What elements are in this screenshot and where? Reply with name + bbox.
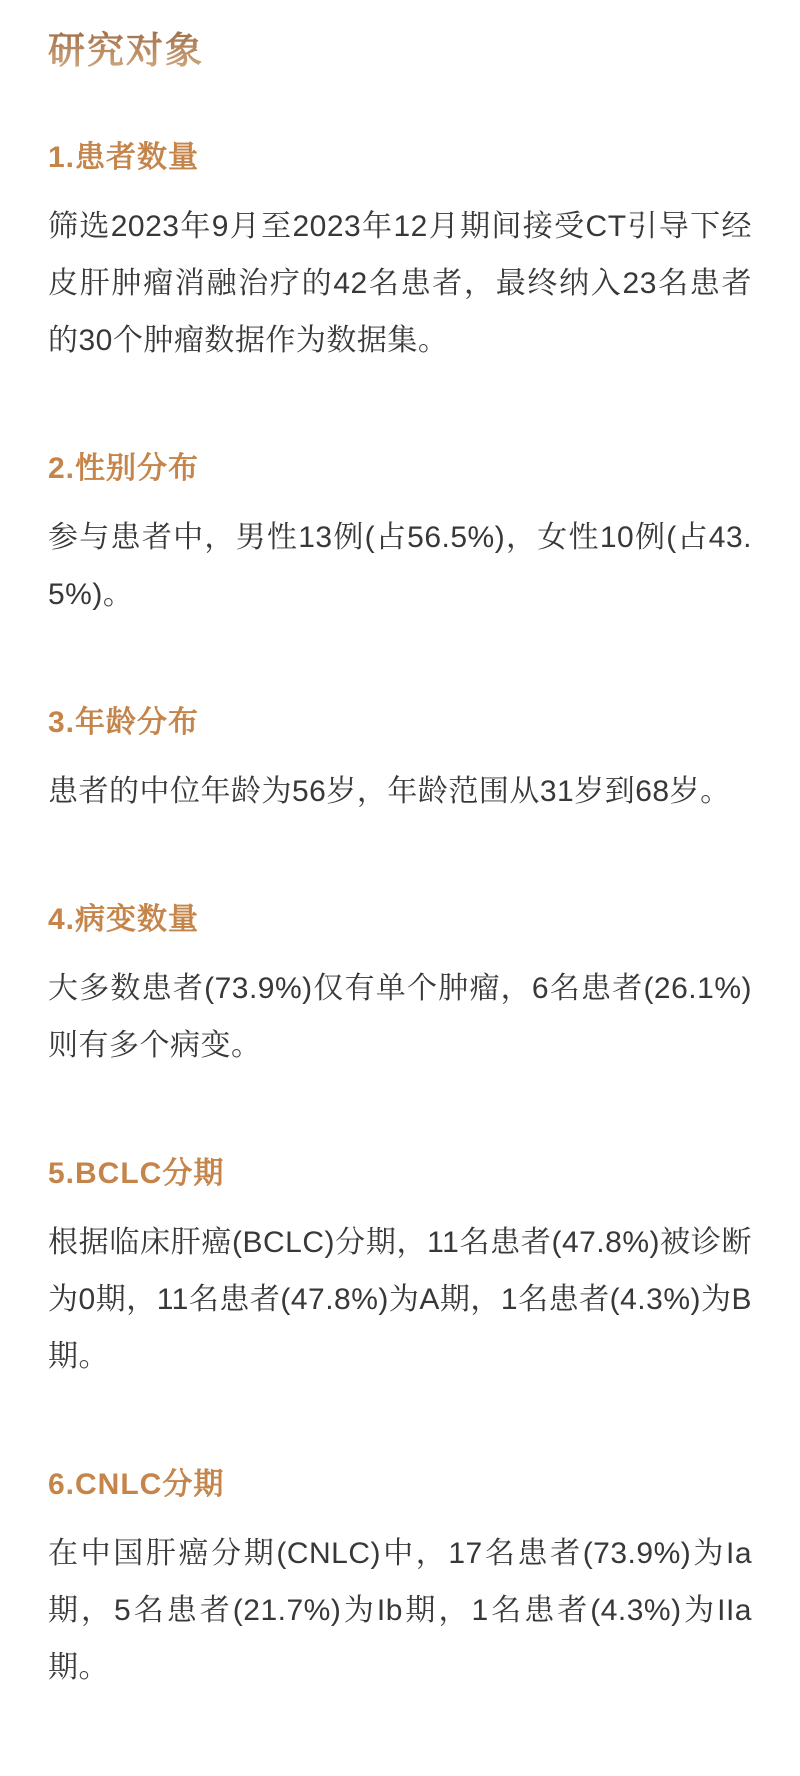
- section-body-patient-count: 筛选2023年9月至2023年12月期间接受CT引导下经皮肝肿瘤消融治疗的42名患者，最终纳入23名患者的30个肿瘤数据作为数据集。: [48, 210, 752, 357]
- section-cnlc-staging: [48, 1467, 752, 1696]
- section-heading-lesion-count: 4.病变数量: [48, 903, 200, 936]
- section-heading-cnlc-staging: 6.CNLC分期: [48, 1468, 225, 1501]
- section-bclc-staging: [48, 1156, 752, 1385]
- section-body-gender-distribution: 参与患者中，男性13例(占56.5%)，女性10例(占43.5%)。: [48, 521, 752, 611]
- title-row: [48, 30, 752, 74]
- section-body-lesion-count: 大多数患者(73.9%)仅有单个肿瘤，6名患者(26.1%)则有多个病变。: [48, 972, 752, 1062]
- section-patient-count: [48, 140, 752, 369]
- section-body-age-distribution: 患者的中位年龄为56岁，年龄范围从31岁到68岁。: [48, 775, 731, 808]
- section-gender-distribution: [48, 451, 752, 623]
- section-heading-gender-distribution: 2.性别分布: [48, 452, 200, 485]
- section-body-bclc-staging: 根据临床肝癌(BCLC)分期，11名患者(47.8%)被诊断为0期，11名患者(47.8%)为A期，1名患者(4.3%)为B期。: [48, 1226, 752, 1373]
- section-heading-age-distribution: 3.年龄分布: [48, 706, 200, 739]
- page-title: 研究对象: [48, 31, 204, 72]
- section-body-cnlc-staging: 在中国肝癌分期(CNLC)中，17名患者(73.9%)为Ia期，5名患者(21.7%)为Ib期，1名患者(4.3%)为IIa期。: [48, 1537, 752, 1684]
- section-age-distribution: [48, 705, 752, 820]
- section-heading-patient-count: 1.患者数量: [48, 141, 200, 174]
- section-heading-bclc-staging: 5.BCLC分期: [48, 1157, 225, 1190]
- section-lesion-count: [48, 902, 752, 1074]
